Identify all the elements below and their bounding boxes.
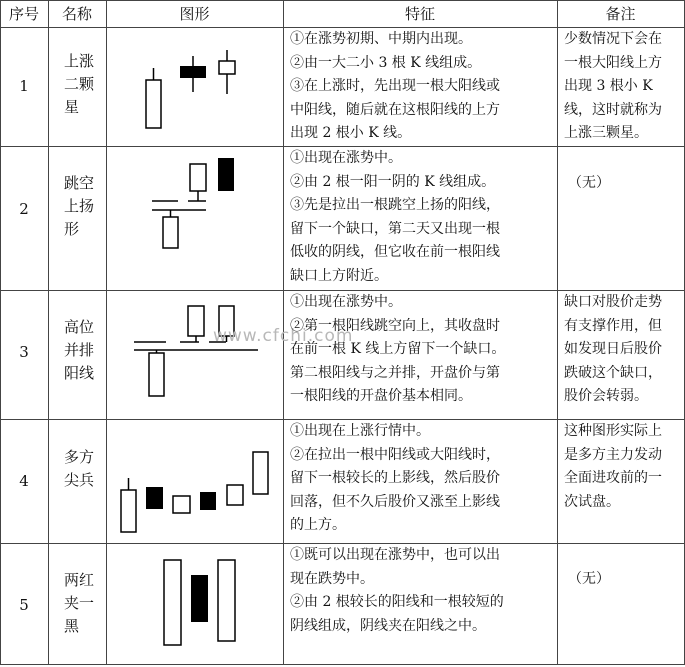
pattern-name [64,316,100,385]
header-name: 名称 [61,5,92,23]
remark-line: 上涨三颗星。 [564,125,648,141]
remark-text [564,28,680,146]
name-line: 上扬 [64,197,95,215]
row-index: 4 [19,472,29,490]
row-index: 2 [19,200,29,218]
feature-line: ①在涨势初期、中期内出现。 [290,31,472,47]
table-border-left [0,0,1,665]
name-line: 上涨 [64,52,95,70]
candlestick-figure-high-side-by-side [106,291,282,419]
feature-line: ①既可以出现在涨势中，也可以出 [290,547,500,563]
table-border-bottom [0,664,685,665]
feature-line: ②由 2 根一阳一阴的 K 线组成。 [290,173,496,190]
feature-line: ③先是拉出一根跳空上扬的阳线， [290,197,500,213]
feature-line: ①出现在涨势中。 [290,150,402,166]
feature-line: ②由一大二小 3 根 K 线组成。 [290,54,482,71]
name-line: 阳线 [64,364,95,382]
feature-line: ③在上涨时，先出现一根大阳线或 [290,78,500,94]
watermark: www.cfchi.com [213,326,354,346]
remark-text [568,568,684,592]
feature-line: 留下一个缺口，第二天又出现一根 [290,220,500,237]
name-line: 高位 [64,318,95,336]
feature-line: 低收的阴线，但它收在前一根阳线 [290,244,500,260]
header-feature: 特征 [404,5,435,23]
row-index: 1 [19,77,29,95]
feature-line: ②在拉出一根中阳线或大阳线时， [290,446,500,463]
remark-text [564,291,680,409]
name-line: 多方 [64,448,95,466]
pattern-name [64,172,100,241]
row-index: 5 [19,596,29,614]
remark-line: 有支撑作用，但 [564,317,662,334]
remark-line: 这种图形实际上 [564,423,662,439]
remark-line: 少数情况下会在 [564,31,662,47]
name-line: 跳空 [64,174,95,192]
feature-text [290,291,560,409]
remark-line: 是多方主力发动 [564,446,662,463]
name-line: 黑 [64,617,80,635]
remark-line: 出现 3 根小 K [564,78,653,94]
remark-line: 一根大阳线上方 [564,54,662,71]
header-figure: 图形 [179,5,210,23]
feature-line: 留下一根较长的上影线，然后股价 [290,470,500,486]
candlestick-figure-rising-two-stars [106,28,282,146]
name-line: 形 [64,220,80,238]
remark-line: 缺口对股价走势 [564,294,662,310]
table-border-top [0,0,685,1]
candlestick-figure-gap-up [106,147,282,290]
feature-line: 缺口上方附近。 [290,267,388,284]
candlestick-figure-two-red-one-black [106,544,282,664]
feature-text [290,147,560,288]
remark-line: 次试盘。 [564,493,620,510]
header-index: 序号 [8,5,39,23]
name-line: 并排 [64,341,95,359]
candlestick-figure-bull-vanguard [106,420,282,543]
name-line: 星 [64,98,80,116]
remark-line: 股价会转弱。 [564,388,648,404]
feature-line: ①出现在涨势中。 [290,294,402,310]
feature-text [290,28,560,146]
remark-line: 全面进攻前的一 [564,470,662,486]
feature-line: 中阳线，随后就在这根阳线的上方 [290,101,500,118]
feature-line: 现在跌势中。 [290,570,374,587]
feature-line: 回落，但不久后股价又涨至上影线 [290,493,500,510]
header-remark: 备注 [605,5,636,23]
name-line: 夹一 [64,594,95,612]
remark-line: 如发现日后股价 [564,341,662,357]
remark-line: 线，这时就称为 [564,101,662,118]
name-line: 尖兵 [64,471,95,489]
pattern-name [64,50,100,119]
feature-line: 一根阳线的开盘价基本相同。 [290,388,472,404]
remark-line: 跌破这个缺口， [564,364,662,381]
pattern-name [64,569,100,638]
remark-line: （无） [568,175,610,191]
feature-line: 在前一根 K 线上方留下一个缺口。 [290,341,506,357]
remark-text [568,172,684,196]
feature-line: 出现 2 根小 K 线。 [290,125,412,141]
feature-line: ②由 2 根较长的阳线和一根较短的 [290,594,504,610]
feature-line: 阴线组成，阴线夹在阳线之中。 [290,617,486,634]
feature-line: 的上方。 [290,517,346,533]
name-line: 两红 [64,571,95,589]
feature-line: ②第一根阳线跳空向上，其收盘时 [290,317,500,334]
feature-line: 第二根阳线与之并排，开盘价与第 [290,364,500,381]
row-index: 3 [19,343,29,361]
name-line: 二颗 [64,75,95,93]
remark-text [564,420,680,514]
feature-text [290,420,560,538]
pattern-name [64,446,100,492]
remark-line: （无） [568,571,610,587]
feature-text [290,544,560,638]
feature-line: ①出现在上涨行情中。 [290,423,430,439]
column-divider [48,0,49,665]
